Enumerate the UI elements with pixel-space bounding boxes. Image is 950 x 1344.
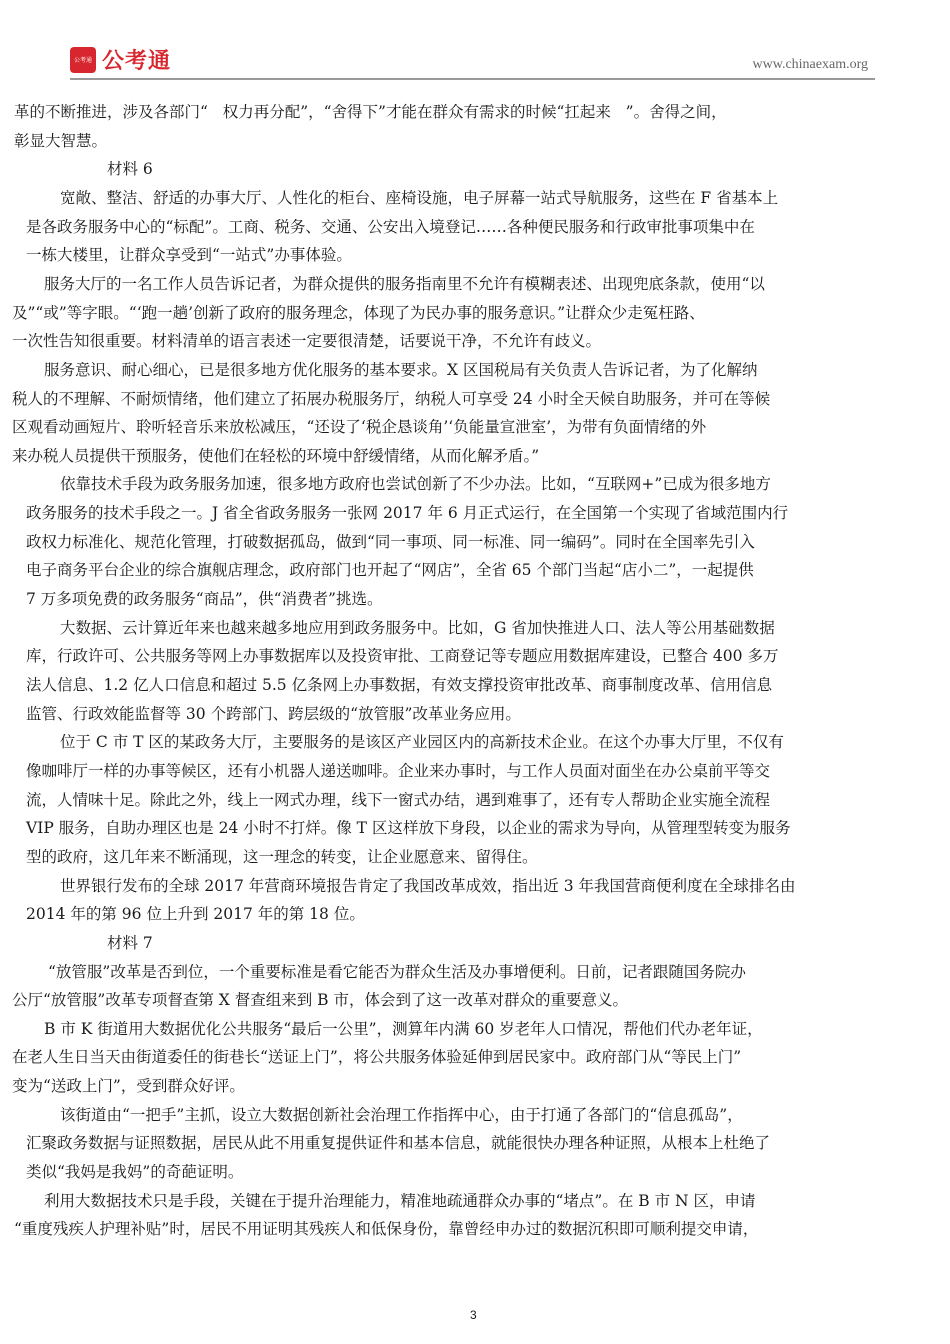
text-line: 变为“送政上门”，受到群众好评。	[12, 1077, 245, 1096]
text-line: B 市 K 街道用大数据优化公共服务“最后一公里”，测算年内满 60 岁老年人口情况，帮他们代办老年证，	[44, 1019, 763, 1038]
text-line: 一次性告知很重要。材料清单的语言表述一定要很清楚，话要说干净，不允许有歧义。	[12, 332, 602, 351]
text-line: “重度残疾人护理补贴”时，居民不用证明其残疾人和低保身份，靠曾经申办过的数据沉积即可顺利提交申请，	[14, 1220, 759, 1239]
text-line: 政权力标准化、规范化管理，打破数据孤岛，做到“同一事项、同一标准、同一编码”。同时在全国率先引入	[26, 532, 755, 551]
text-line: 2014 年的第 96 位上升到 2017 年的第 18 位。	[26, 905, 365, 924]
text-line: 库，行政许可、公共服务等网上办事数据库以及投资审批、工商登记等专题应用数据库建设，已整合 400 多万	[26, 647, 779, 666]
text-line: 依靠技术手段为政务服务加速，很多地方政府也尝试创新了不少办法。比如，“互联网+”已成为很多地方	[60, 475, 771, 494]
text-line: 服务大厅的一名工作人员告诉记者，为群众提供的服务指南里不允许有模糊表述、出现兜底条款，使用“以	[44, 274, 765, 293]
text-line: 服务意识、耐心细心，已是很多地方优化服务的基本要求。X 区国税局有关负责人告诉记者，为了化解纳	[44, 360, 758, 379]
text-line: 宽敞、整洁、舒适的办事大厅、人性化的柜台、座椅设施，电子屏幕一站式导航服务，这些在 F 省基本上	[60, 188, 779, 207]
text-line: 大数据、云计算近年来也越来越多地应用到政务服务中。比如，G 省加快推进人口、法人等公用基础数据	[60, 618, 775, 637]
text-line: 利用大数据技术只是手段，关键在于提升治理能力，精准地疏通群众办事的“堵点”。在 B 市 N 区，申请	[44, 1191, 756, 1210]
text-line: 监管、行政效能监督等 30 个跨部门、跨层级的“放管服”改革业务应用。	[26, 704, 521, 723]
logo	[70, 44, 171, 75]
text-line: 流，人情味十足。除此之外，线上一网式办理，线下一窗式办结，遇到难事了，还有专人帮助企业实施全流程	[26, 790, 771, 809]
text-line: 革的不断推进，涉及各部门“ 权力再分配”，“舍得下”才能在群众有需求的时候“扛起来 ”。舍得之间，	[14, 103, 727, 121]
text-line: 政务服务的技术手段之一。J 省全省政务服务一张网 2017 年 6 月正式运行，在全国第一个实现了省域范围内行	[26, 504, 789, 523]
text-line: 型的政府，这几年来不断涌现，这一理念的转变，让企业愿意来、留得住。	[26, 847, 538, 866]
header-divider	[70, 78, 875, 80]
text-line: “放管服”改革是否到位，一个重要标准是看它能否为群众生活及办事增便利。日前，记者跟随国务院办	[48, 962, 746, 981]
text-line: 电子商务平台企业的综合旗舰店理念，政府部门也开起了“网店”，全省 65 个部门当起“店小二”，一起提供	[26, 561, 754, 580]
text-line: 彰显大智慧。	[14, 131, 108, 150]
text-line: 该街道由“一把手”主抓，设立大数据创新社会治理工作指挥中心，由于打通了各部门的“信息孤岛”，	[60, 1105, 743, 1124]
text-line: 法人信息、1.2 亿人口信息和超过 5.5 亿条网上办事数据，有效支撑投资审批改革、商事制度改革、信用信息	[26, 676, 773, 694]
section-heading: 材料 7	[107, 933, 153, 952]
page-number: 3	[470, 1308, 477, 1322]
text-line: 7 万多项免费的政务服务“商品”，供“消费者”挑选。	[26, 590, 383, 609]
text-line: VIP 服务，自助办理区也是 24 小时不打烊。像 T 区这样放下身段，以企业的需求为导向，从管理型转变为服务	[26, 819, 791, 838]
site-url: www.chinaexam.org	[752, 57, 868, 72]
text-line: 像咖啡厅一样的办事等候区，还有小机器人递送咖啡。企业来办事时，与工作人员面对面坐在办公桌前平等交	[26, 761, 771, 780]
text-line: 区观看动画短片、聆听轻音乐来放松减压，“还设了‘税企恳谈角’‘负能量宣泄室’，为带有负面情绪的外	[12, 418, 707, 437]
logo-mark-icon: 公考通	[70, 47, 96, 73]
text-line: 一栋大楼里，让群众享受到“一站式”办事体验。	[26, 246, 352, 265]
text-line: 类似“我妈是我妈”的奇葩证明。	[26, 1163, 244, 1182]
text-line: 世界银行发布的全球 2017 年营商环境报告肯定了我国改革成效，指出近 3 年我国营商便利度在全球排名由	[60, 876, 796, 895]
text-line: 来办税人员提供干预服务，使他们在轻松的环境中舒缓情绪，从而化解矛盾。”	[12, 446, 540, 465]
section-heading: 材料 6	[107, 160, 153, 179]
text-line: 汇聚政务数据与证照数据，居民从此不用重复提供证件和基本信息，就能很快办理各种证照，从根本上杜绝了	[26, 1134, 771, 1153]
text-line: 公厅“放管服”改革专项督查第 X 督查组来到 B 市，体会到了这一改革对群众的重要意义。	[12, 991, 628, 1010]
text-line: 在老人生日当天由街道委任的街巷长“送证上门”，将公共服务体验延伸到居民家中。政府部门从“等民上门”	[12, 1048, 742, 1067]
text-line: 及”“或”等字眼。“‘跑一趟’创新了政府的服务理念，体现了为民办事的服务意识。”让群众少走冤枉路、	[12, 303, 705, 322]
text-line: 是各政务服务中心的“标配”。工商、税务、交通、公安出入境登记……各种便民服务和行政审批事项集中在	[26, 217, 755, 236]
text-line: 税人的不理解、不耐烦情绪，他们建立了拓展办税服务厅，纳税人可享受 24 小时全天候自助服务，并可在等候	[12, 389, 771, 408]
logo-text: 公考通	[102, 49, 172, 74]
text-line: 位于 C 市 T 区的某政务大厅，主要服务的是该区产业园区内的高新技术企业。在这个办事大厅里，不仅有	[60, 733, 784, 752]
